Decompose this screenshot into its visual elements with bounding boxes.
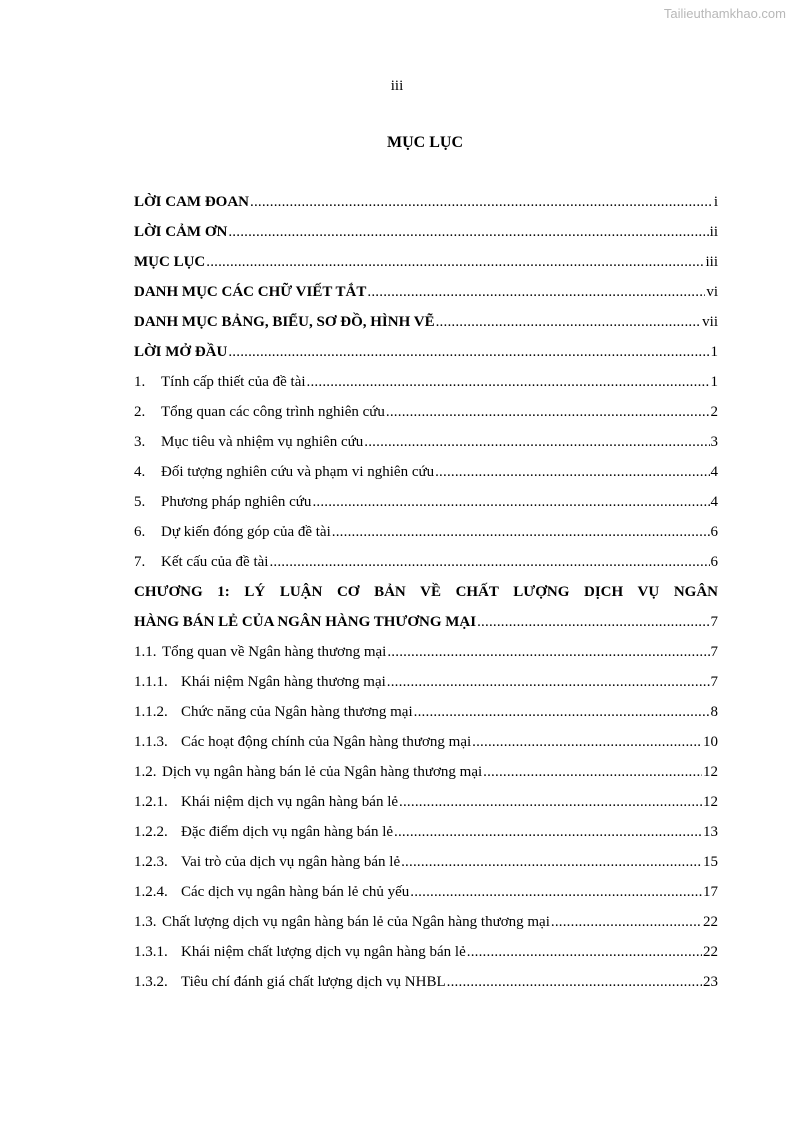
toc-leader-dots — [435, 457, 709, 487]
toc-leader-dots — [269, 547, 709, 577]
toc-leader-dots — [228, 217, 708, 247]
toc-entry-page: 2 — [710, 404, 718, 420]
toc-entry[interactable] — [134, 637, 718, 667]
toc-chapter-1[interactable] — [134, 577, 718, 637]
toc-entry-page: 3 — [710, 434, 718, 450]
toc-leader-dots — [551, 907, 702, 937]
toc-entry[interactable] — [134, 247, 718, 277]
toc-entry[interactable] — [134, 757, 718, 787]
toc-leader-dots — [364, 427, 709, 457]
toc-entry-label: LỜI CẢM ƠN — [134, 224, 228, 240]
toc-entry-title — [134, 247, 205, 277]
toc-entry-title — [134, 697, 413, 727]
toc-entry-number: 1.3.2. — [134, 974, 168, 990]
toc-entry-number: 1.3.1. — [134, 944, 168, 960]
toc-page: 7 — [710, 614, 718, 630]
toc-entry-page: 13 — [703, 824, 718, 840]
toc-entry-title — [134, 757, 482, 787]
toc-leader-dots — [228, 337, 709, 367]
toc-entry-title — [134, 397, 385, 427]
toc-entry[interactable] — [134, 697, 718, 727]
toc-entry-page: 4 — [710, 494, 718, 510]
toc-entry-number: 1.1.3. — [134, 734, 168, 750]
toc-entry-label: Phương pháp nghiên cứu — [161, 494, 312, 510]
toc-entry-page: 1 — [710, 344, 718, 360]
toc-entry-page: 23 — [703, 974, 718, 990]
toc-entry-number: 6. — [134, 524, 146, 540]
toc-entry-page: 6 — [710, 524, 718, 540]
toc-entry-title — [134, 187, 249, 217]
toc-entry-page: 10 — [703, 734, 718, 750]
toc-entry-title — [134, 367, 306, 397]
toc-entry-page: 22 — [703, 944, 718, 960]
toc-entry-title — [134, 877, 409, 907]
toc-entry-label: Các dịch vụ ngân hàng bán lẻ chủ yếu — [181, 884, 410, 900]
toc-chapter-1-sections — [134, 637, 718, 997]
toc-entry[interactable] — [134, 277, 718, 307]
toc-entry[interactable] — [134, 187, 718, 217]
toc-entry-label: Đối tượng nghiên cứu và phạm vi nghiên cứu — [161, 464, 435, 480]
toc-entry[interactable] — [134, 787, 718, 817]
toc-entry-label: Kết cấu của đề tài — [161, 554, 269, 570]
toc-leader-dots — [436, 307, 702, 337]
toc-entry-number: 1.2. — [134, 764, 157, 780]
toc-leader-dots — [387, 637, 709, 667]
toc-entry[interactable] — [134, 967, 718, 997]
toc-entry-page: vi — [706, 284, 718, 300]
toc-entry-title — [134, 337, 227, 367]
toc-entry-label: Tổng quan về Ngân hàng thương mại — [162, 644, 387, 660]
toc-entry-page: 1 — [710, 374, 718, 390]
toc-entry-number: 1.1.1. — [134, 674, 168, 690]
page-title: MỤC LỤC — [387, 134, 463, 151]
toc-leader-dots — [401, 847, 702, 877]
toc-entry-page: 7 — [710, 674, 718, 690]
toc-entry[interactable] — [134, 427, 718, 457]
toc-entry-number: 5. — [134, 494, 146, 510]
toc-leader-dots — [477, 607, 709, 637]
toc-entry-number: 7. — [134, 554, 146, 570]
toc-entry-label: Dịch vụ ngân hàng bán lẻ của Ngân hàng thương mại — [162, 764, 483, 780]
toc-entry-label: Đặc điểm dịch vụ ngân hàng bán lẻ — [181, 824, 394, 840]
table-of-contents — [134, 187, 718, 997]
toc-entry-page: 6 — [710, 554, 718, 570]
toc-entry-title — [134, 457, 434, 487]
toc-entry-number: 1.2.2. — [134, 824, 168, 840]
toc-entry-title — [134, 727, 471, 757]
toc-leader-dots — [394, 817, 702, 847]
toc-entry-number: 1.1.2. — [134, 704, 168, 720]
toc-entry-label: Tổng quan các công trình nghiên cứu — [161, 404, 385, 420]
toc-entry-number: 4. — [134, 464, 146, 480]
toc-leader-dots — [414, 697, 710, 727]
toc-leader-dots — [399, 787, 702, 817]
toc-entry-page: ii — [709, 224, 718, 240]
toc-leader-dots — [367, 277, 705, 307]
toc-entry-number: 1. — [134, 374, 146, 390]
toc-entry-label: LỜI MỞ ĐẦU — [134, 344, 228, 360]
toc-entry-page: vii — [702, 314, 718, 330]
toc-entry[interactable] — [134, 937, 718, 967]
toc-entry-page: iii — [705, 254, 718, 270]
toc-entry-number: 1.2.1. — [134, 794, 168, 810]
toc-entry-title — [134, 277, 366, 307]
toc-entry-label: Mục tiêu và nhiệm vụ nghiên cứu — [161, 434, 364, 450]
toc-entry-title — [134, 307, 435, 337]
toc-entry-number: 1.1. — [134, 644, 157, 660]
toc-entry-title — [134, 847, 400, 877]
toc-entry-page: 17 — [703, 884, 718, 900]
toc-entry-label: DANH MỤC BẢNG, BIỂU, SƠ ĐỒ, HÌNH VẼ — [134, 314, 435, 330]
toc-entry[interactable] — [134, 817, 718, 847]
toc-entry-number: 1.2.3. — [134, 854, 168, 870]
toc-entry-label: MỤC LỤC — [134, 254, 206, 270]
toc-leader-dots — [387, 667, 710, 697]
toc-entry[interactable] — [134, 547, 718, 577]
toc-entry-number: 3. — [134, 434, 146, 450]
toc-entry[interactable] — [134, 847, 718, 877]
toc-entry-page: 7 — [710, 644, 718, 660]
toc-leader-dots — [447, 967, 702, 997]
toc-leader-dots — [307, 367, 710, 397]
toc-entry-title — [134, 487, 311, 517]
toc-entry-number: 2. — [134, 404, 146, 420]
toc-label: HÀNG BÁN LẺ CỦA NGÂN HÀNG THƯƠNG MẠI — [134, 614, 477, 630]
toc-entry-title — [134, 667, 386, 697]
toc-entry-number: 1.2.4. — [134, 884, 168, 900]
toc-leader-dots — [410, 877, 702, 907]
toc-entry-number: 1.3. — [134, 914, 157, 930]
toc-leader-dots — [206, 247, 704, 277]
toc-entry[interactable] — [134, 217, 718, 247]
toc-entry-label: Chức năng của Ngân hàng thương mại — [181, 704, 413, 720]
toc-entry-label: Khái niệm Ngân hàng thương mại — [181, 674, 386, 690]
toc-entry-page: 12 — [703, 764, 718, 780]
toc-entry-label: LỜI CAM ĐOAN — [134, 194, 249, 210]
toc-entry[interactable] — [134, 907, 718, 937]
toc-chapter-1-line-2 — [134, 607, 718, 637]
toc-entry-label: Khái niệm dịch vụ ngân hàng bán lẻ — [181, 794, 399, 810]
toc-entry[interactable] — [134, 457, 718, 487]
toc-entry-title — [134, 937, 466, 967]
toc-entry-label: Các hoạt động chính của Ngân hàng thương mại — [181, 734, 472, 750]
toc-leader-dots — [483, 757, 702, 787]
toc-entry-label: Tính cấp thiết của đề tài — [161, 374, 306, 390]
toc-entry-page: 15 — [703, 854, 718, 870]
toc-entry-label: DANH MỤC CÁC CHỮ VIẾT TẮT — [134, 284, 367, 300]
toc-leader-dots — [472, 727, 702, 757]
toc-entry-label: Chất lượng dịch vụ ngân hàng bán lẻ của Ngân hàng thương mại — [162, 914, 550, 930]
toc-entry-label: Tiêu chí đánh giá chất lượng dịch vụ NHBL — [181, 974, 446, 990]
toc-entry[interactable] — [134, 517, 718, 547]
toc-entry[interactable] — [134, 877, 718, 907]
toc-entry[interactable] — [134, 667, 718, 697]
toc-entry[interactable] — [134, 337, 718, 367]
toc-entry-page: 12 — [703, 794, 718, 810]
toc-entry-title — [134, 787, 398, 817]
toc-chapter-1-line-1: CHƯƠNG 1: LÝ LUẬN CƠ BẢN VỀ CHẤT LƯỢNG DỊCH VỤ NGÂN — [134, 584, 718, 600]
toc-entry-page: 22 — [703, 914, 718, 930]
toc-leader-dots — [250, 187, 713, 217]
toc-entry[interactable] — [134, 727, 718, 757]
toc-front-matter — [134, 187, 718, 577]
toc-leader-dots — [386, 397, 710, 427]
toc-entry-label: Vai trò của dịch vụ ngân hàng bán lẻ — [181, 854, 401, 870]
toc-entry-label: Khái niệm chất lượng dịch vụ ngân hàng bán lẻ — [181, 944, 466, 960]
toc-entry-label: Dự kiến đóng góp của đề tài — [161, 524, 331, 540]
toc-entry[interactable] — [134, 397, 718, 427]
toc-entry-title — [134, 637, 386, 667]
toc-entry[interactable] — [134, 367, 718, 397]
toc-entry[interactable] — [134, 307, 718, 337]
toc-entry-title — [134, 967, 446, 997]
toc-entry-title — [134, 517, 331, 547]
watermark: Tailieuthamkhao.com — [663, 6, 786, 21]
toc-entry-page: i — [713, 194, 718, 210]
toc-entry[interactable] — [134, 487, 718, 517]
toc-entry-page: 4 — [710, 464, 718, 480]
toc-entry-title — [134, 907, 550, 937]
toc-entry-title — [134, 427, 363, 457]
toc-entry-title — [134, 817, 393, 847]
toc-leader-dots — [467, 937, 702, 967]
toc-entry-title — [134, 217, 227, 247]
toc-leader-dots — [332, 517, 710, 547]
toc-entry-page: 8 — [710, 704, 718, 720]
page-number: iii — [390, 78, 404, 94]
toc-entry-title — [134, 547, 268, 577]
toc-leader-dots — [312, 487, 709, 517]
